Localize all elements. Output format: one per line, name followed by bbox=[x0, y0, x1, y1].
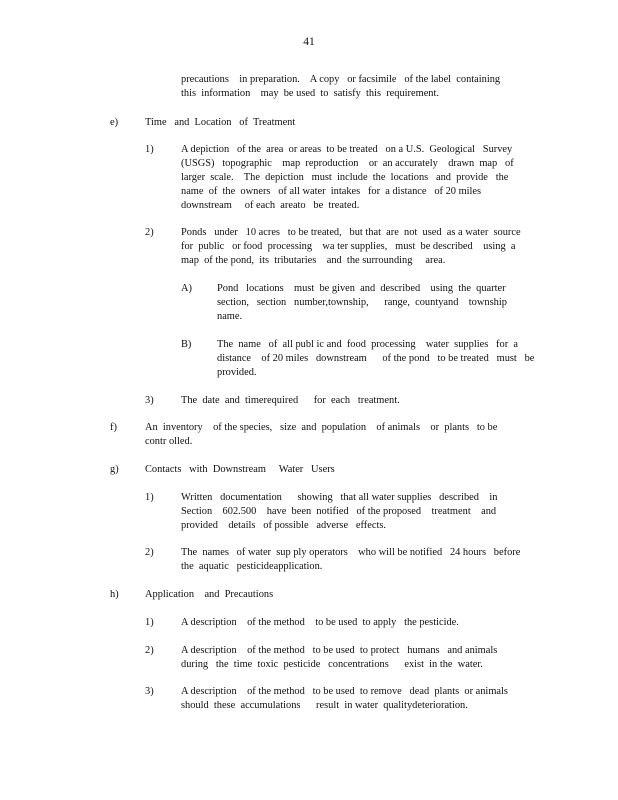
item-text bbox=[181, 226, 521, 268]
text-line: The name of all publ ic and food processing water supplies for a bbox=[217, 339, 518, 350]
section-label-g: g) bbox=[110, 464, 119, 475]
text-line: this information may be used to satisfy this requirement. bbox=[181, 88, 439, 99]
item-text bbox=[181, 143, 514, 213]
text-line: name. bbox=[217, 311, 243, 322]
text-line: for public or food processing wa ter supplies, must be described using a bbox=[181, 241, 516, 252]
item-text bbox=[181, 616, 459, 630]
continuation-paragraph bbox=[181, 73, 500, 101]
item-label: 1) bbox=[145, 492, 154, 503]
text-line: Written documentation showing that all water supplies described in bbox=[181, 492, 498, 503]
text-line: during the time toxic pesticide concentrations exist in the water. bbox=[181, 659, 483, 670]
item-text bbox=[181, 394, 400, 408]
text-line: The names of water sup ply operators who will be notified 24 hours before bbox=[181, 547, 521, 558]
item-text bbox=[181, 685, 508, 713]
item-label: 2) bbox=[145, 547, 154, 558]
text-line: downstream of each areato be treated. bbox=[181, 200, 360, 211]
section-label-e: e) bbox=[110, 117, 119, 128]
page-number: 41 bbox=[303, 36, 315, 48]
text-line: contr olled. bbox=[145, 436, 193, 447]
subitem-text bbox=[217, 338, 534, 380]
section-heading-e: Time and Location of Treatment bbox=[145, 117, 296, 128]
text-line: name of the owners of all water intakes for a distance of 20 miles bbox=[181, 186, 482, 197]
text-line: Section 602.500 have been notified of the proposed treatment and bbox=[181, 506, 497, 517]
item-label: 1) bbox=[145, 144, 154, 155]
item-label: 2) bbox=[145, 645, 154, 656]
text-line: A description of the method to be used to protect humans and animals bbox=[181, 645, 498, 656]
item-label: 3) bbox=[145, 395, 154, 406]
text-line: section, section number,township, range, countyand township bbox=[217, 297, 507, 308]
section-label-f: f) bbox=[110, 422, 117, 433]
section-text-f bbox=[145, 421, 497, 449]
item-text bbox=[181, 491, 497, 533]
item-label: 3) bbox=[145, 686, 154, 697]
text-line: The date and timerequired for each treatment. bbox=[181, 395, 400, 406]
text-line: larger scale. The depiction must include the locations and provide the bbox=[181, 172, 509, 183]
section-heading-h: Application and Precautions bbox=[145, 589, 274, 600]
text-line: Pond locations must be given and described using the quarter bbox=[217, 283, 506, 294]
text-line: A description of the method to be used to remove dead plants or animals bbox=[181, 686, 508, 697]
text-line: provided. bbox=[217, 367, 257, 378]
section-heading-g: Contacts with Downstream Water Users bbox=[145, 464, 335, 475]
text-line: map of the pond, its tributaries and the surrounding area. bbox=[181, 255, 446, 266]
item-label: 1) bbox=[145, 617, 154, 628]
text-line: A depiction of the area or areas to be treated on a U.S. Geological Survey bbox=[181, 144, 513, 155]
text-line: the aquatic pesticideapplication. bbox=[181, 561, 323, 572]
subitem-label: A) bbox=[181, 283, 192, 294]
text-line: provided details of possible adverse effects. bbox=[181, 520, 386, 531]
text-line: (USGS) topographic map reproduction or an accurately drawn map of bbox=[181, 158, 514, 169]
item-text bbox=[181, 546, 520, 574]
text-line: Ponds under 10 acres to be treated, but that are not used as a water source bbox=[181, 227, 521, 238]
section-label-h: h) bbox=[110, 589, 119, 600]
subitem-text bbox=[217, 282, 507, 324]
text-line: precautions in preparation. A copy or facsimile of the label containing bbox=[181, 74, 501, 85]
text-line: An inventory of the species, size and population of animals or plants to be bbox=[145, 422, 498, 433]
item-text bbox=[181, 644, 497, 672]
text-line: A description of the method to be used to apply the pesticide. bbox=[181, 617, 459, 628]
subitem-label: B) bbox=[181, 339, 192, 350]
text-line: distance of 20 miles downstream of the pond to be treated must be bbox=[217, 353, 535, 364]
text-line: should these accumulations result in water qualitydeterioration. bbox=[181, 700, 468, 711]
item-label: 2) bbox=[145, 227, 154, 238]
